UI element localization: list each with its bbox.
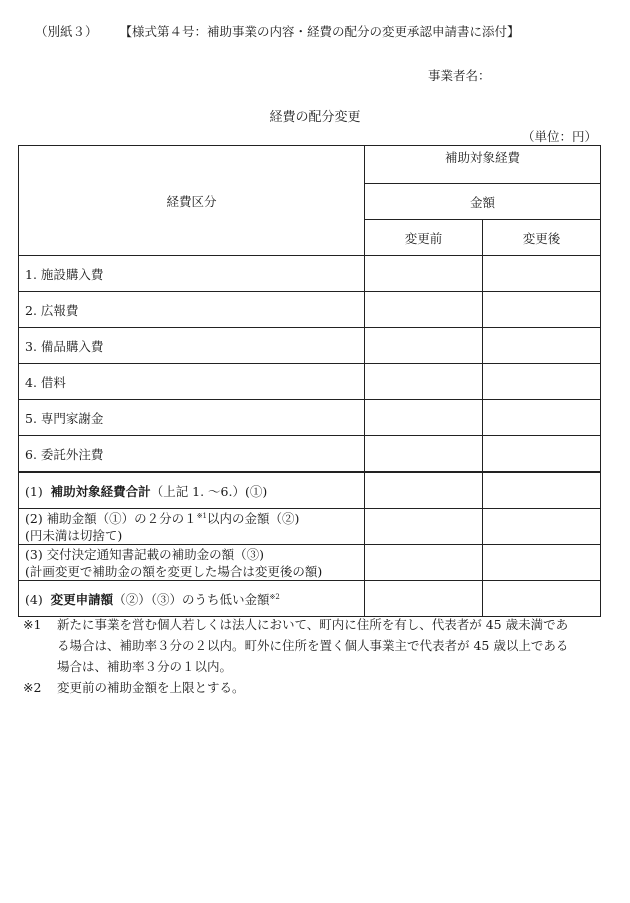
item-label: 1. 施設購入費: [19, 256, 365, 292]
form-reference: （別紙３）: [35, 24, 98, 39]
item-label: 2. 広報費: [19, 292, 365, 328]
note-1-continued: る場合は、補助率３分の２以内。町外に住所を置く個人事業主で代表者が 45 歳以上である: [57, 638, 569, 653]
summary-row-subsidy: [19, 509, 601, 545]
amount-after-cell[interactable]: [483, 328, 601, 364]
amount-after-cell[interactable]: [483, 256, 601, 292]
summary-label-decision: (3) 交付決定通知書記載の補助金の額（③) (計画変更で補助金の額を変更した場合は変更後の額): [19, 545, 365, 581]
item-label: 5. 専門家謝金: [19, 400, 365, 436]
header-expense-category: 経費区分: [19, 146, 365, 256]
amount-before-cell[interactable]: [365, 472, 483, 509]
amount-before-cell[interactable]: [365, 400, 483, 436]
item-label: 6. 委託外注費: [19, 436, 365, 473]
form-title: 【様式第４号：補助事業の内容・経費の配分の変更承認申請書に添付】: [119, 24, 520, 39]
summary-label-subsidy: (2) 補助金額（①）の２分の１$^{※1}$以内の金額（②) (円未満は切捨て): [19, 509, 365, 545]
item-label: 4. 借料: [19, 364, 365, 400]
document-title: 経費の配分変更: [269, 110, 361, 125]
summary-label-total: (1) 補助対象経費合計（上記 1. ～6.）(①): [19, 472, 365, 509]
amount-after-cell[interactable]: [483, 581, 601, 617]
table-row: [19, 328, 601, 364]
unit-label: （単位：円）: [521, 129, 597, 144]
expense-allocation-table: [18, 145, 601, 617]
header-eligible-expenses: 補助対象経費: [365, 146, 601, 184]
note-1-continued: 場合は、補助率３分の１以内。: [57, 659, 233, 674]
summary-label-request: (4) 変更申請額（②）（③）のうち低い金額$^{※2}$: [19, 581, 365, 617]
amount-after-cell[interactable]: [483, 364, 601, 400]
amount-after-cell[interactable]: [483, 509, 601, 545]
header-amount: 金額: [365, 184, 601, 220]
table-row: [19, 364, 601, 400]
table-row: [19, 400, 601, 436]
amount-before-cell[interactable]: [365, 256, 483, 292]
form-header: [35, 22, 520, 40]
note-2: ※2 変更前の補助金額を上限とする。: [23, 680, 245, 695]
amount-after-cell[interactable]: [483, 400, 601, 436]
amount-after-cell[interactable]: [483, 545, 601, 581]
amount-before-cell[interactable]: [365, 328, 483, 364]
header-after-change: 変更後: [483, 220, 601, 256]
summary-row-total: [19, 472, 601, 509]
table-row: [19, 436, 601, 473]
amount-before-cell[interactable]: [365, 581, 483, 617]
summary-row-request: [19, 581, 601, 617]
amount-before-cell[interactable]: [365, 509, 483, 545]
item-label: 3. 備品購入費: [19, 328, 365, 364]
amount-after-cell[interactable]: [483, 436, 601, 473]
amount-before-cell[interactable]: [365, 545, 483, 581]
summary-row-decision: [19, 545, 601, 581]
applicant-name-label: 事業者名：: [428, 68, 491, 83]
amount-before-cell[interactable]: [365, 436, 483, 473]
table-row: [19, 292, 601, 328]
header-before-change: 変更前: [365, 220, 483, 256]
note-1: ※1 新たに事業を営む個人若しくは法人において、町内に住所を有し、代表者が 45 歳未満であ: [23, 617, 569, 632]
amount-after-cell[interactable]: [483, 292, 601, 328]
amount-after-cell[interactable]: [483, 472, 601, 509]
amount-before-cell[interactable]: [365, 292, 483, 328]
amount-before-cell[interactable]: [365, 364, 483, 400]
table-row: [19, 256, 601, 292]
